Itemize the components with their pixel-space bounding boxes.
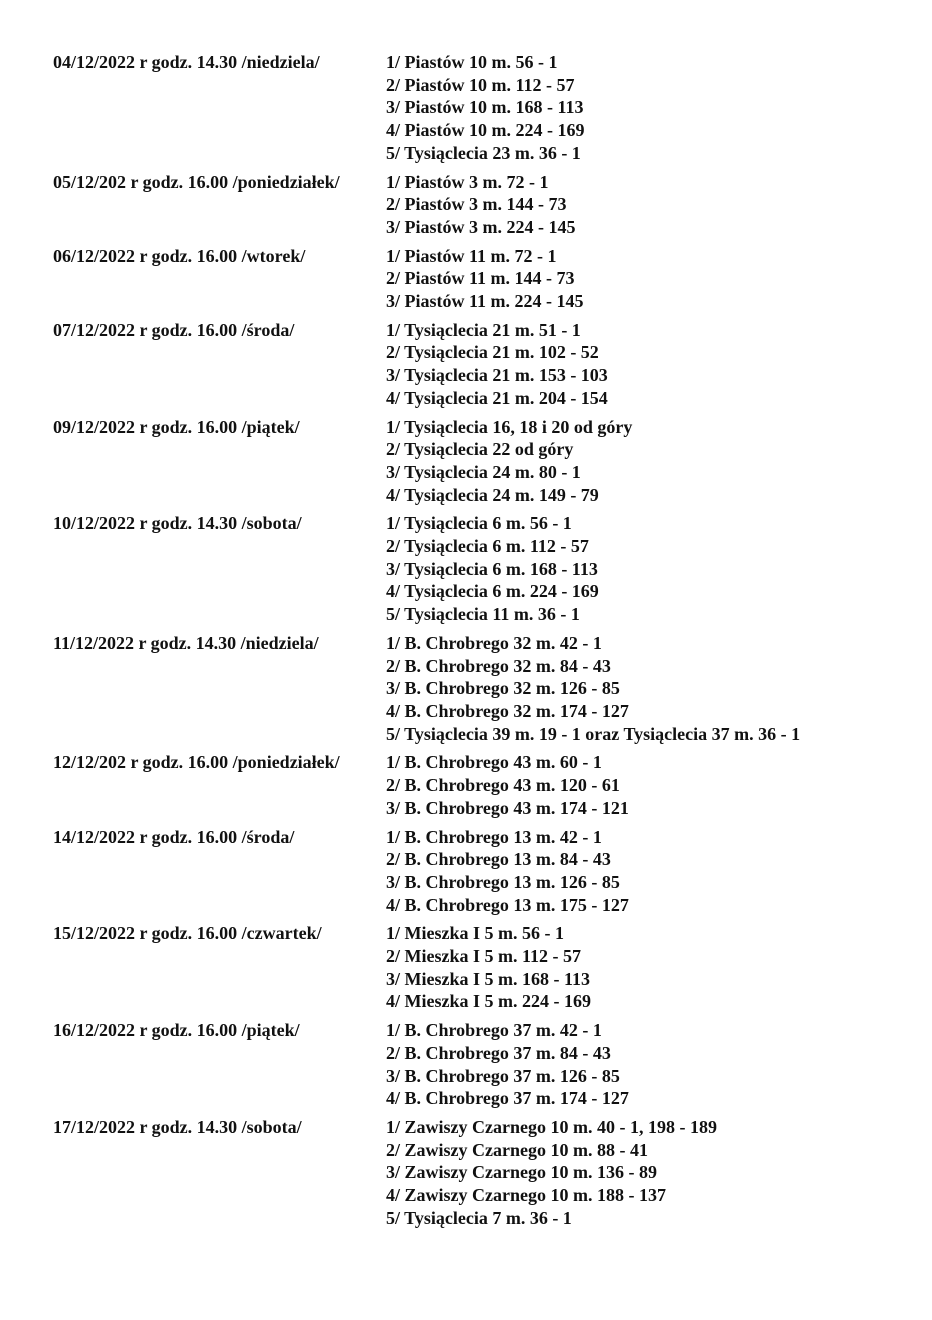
entry-date: 07/12/2022 r godz. 16.00 /środa/ xyxy=(53,319,295,340)
entry-item: 1/ Tysiąclecia 21 m. 51 - 1 xyxy=(386,319,581,340)
entry-item: 3/ Tysiąclecia 24 m. 80 - 1 xyxy=(386,461,581,482)
entry-item: 3/ Zawiszy Czarnego 10 m. 136 - 89 xyxy=(386,1162,657,1183)
entry-items xyxy=(386,1116,913,1230)
schedule-entry xyxy=(53,826,913,917)
entry-date: 05/12/202 r godz. 16.00 /poniedziałek/ xyxy=(53,171,340,192)
entry-items xyxy=(386,512,913,626)
schedule-entry xyxy=(53,512,913,626)
entry-item: 2/ Tysiąclecia 21 m. 102 - 52 xyxy=(386,342,599,363)
entry-items xyxy=(386,826,913,917)
schedule-entry xyxy=(53,1116,913,1230)
entry-item: 3/ Tysiąclecia 21 m. 153 - 103 xyxy=(386,365,608,386)
entry-item: 2/ Zawiszy Czarnego 10 m. 88 - 41 xyxy=(386,1139,648,1160)
schedule-entry xyxy=(53,416,913,507)
schedule-entry xyxy=(53,632,913,746)
entry-item: 2/ B. Chrobrego 32 m. 84 - 43 xyxy=(386,655,611,676)
entry-item: 1/ Tysiąclecia 6 m. 56 - 1 xyxy=(386,513,572,534)
entry-date: 16/12/2022 r godz. 16.00 /piątek/ xyxy=(53,1020,300,1041)
entry-item: 3/ B. Chrobrego 37 m. 126 - 85 xyxy=(386,1065,620,1086)
entry-item: 1/ Tysiąclecia 16, 18 i 20 od góry xyxy=(386,416,633,437)
entry-item: 2/ Piastów 3 m. 144 - 73 xyxy=(386,194,567,215)
schedule-entry xyxy=(53,51,913,165)
entry-items xyxy=(386,171,913,239)
entry-item: 4/ B. Chrobrego 13 m. 175 - 127 xyxy=(386,894,629,915)
entry-item: 4/ Zawiszy Czarnego 10 m. 188 - 137 xyxy=(386,1185,666,1206)
entry-date: 17/12/2022 r godz. 14.30 /sobota/ xyxy=(53,1116,302,1137)
entry-item: 3/ Tysiąclecia 6 m. 168 - 113 xyxy=(386,558,598,579)
entry-item: 3/ B. Chrobrego 32 m. 126 - 85 xyxy=(386,678,620,699)
entry-item: 5/ Tysiąclecia 11 m. 36 - 1 xyxy=(386,604,580,625)
entry-item: 1/ Piastów 10 m. 56 - 1 xyxy=(386,52,558,72)
entry-date: 14/12/2022 r godz. 16.00 /środa/ xyxy=(53,826,295,847)
entry-item: 5/ Tysiąclecia 23 m. 36 - 1 xyxy=(386,142,581,163)
schedule-entry xyxy=(53,245,913,313)
entry-item: 2/ Mieszka I 5 m. 112 - 57 xyxy=(386,946,581,967)
entry-item: 1/ B. Chrobrego 43 m. 60 - 1 xyxy=(386,752,602,773)
entry-items xyxy=(386,319,913,410)
entry-date: 12/12/202 r godz. 16.00 /poniedziałek/ xyxy=(53,752,340,773)
schedule-list xyxy=(53,51,913,1235)
entry-item: 4/ B. Chrobrego 32 m. 174 - 127 xyxy=(386,700,629,721)
entry-item: 2/ B. Chrobrego 37 m. 84 - 43 xyxy=(386,1042,611,1063)
entry-date: 15/12/2022 r godz. 16.00 /czwartek/ xyxy=(53,923,322,944)
entry-item: 5/ Tysiąclecia 39 m. 19 - 1 oraz Tysiąclecia 37 m. 36 - 1 xyxy=(386,723,801,744)
entry-items xyxy=(386,51,913,165)
entry-item: 3/ B. Chrobrego 43 m. 174 - 121 xyxy=(386,797,629,818)
entry-item: 2/ Piastów 11 m. 144 - 73 xyxy=(386,268,575,289)
schedule-entry xyxy=(53,319,913,410)
entry-item: 1/ Piastów 3 m. 72 - 1 xyxy=(386,171,549,192)
entry-date: 11/12/2022 r godz. 14.30 /niedziela/ xyxy=(53,632,319,653)
entry-item: 4/ Tysiąclecia 6 m. 224 - 169 xyxy=(386,581,599,602)
entry-item: 2/ B. Chrobrego 13 m. 84 - 43 xyxy=(386,849,611,870)
schedule-entry xyxy=(53,751,913,819)
entry-item: 4/ Tysiąclecia 24 m. 149 - 79 xyxy=(386,484,599,505)
entry-item: 2/ Tysiąclecia 22 od góry xyxy=(386,439,574,460)
schedule-entry xyxy=(53,922,913,1013)
schedule-entry xyxy=(53,1019,913,1110)
entry-item: 1/ B. Chrobrego 37 m. 42 - 1 xyxy=(386,1020,602,1041)
entry-item: 4/ Piastów 10 m. 224 - 169 xyxy=(386,120,585,141)
entry-item: 2/ Piastów 10 m. 112 - 57 xyxy=(386,74,575,95)
entry-items xyxy=(386,416,913,507)
entry-item: 4/ B. Chrobrego 37 m. 174 - 127 xyxy=(386,1088,629,1109)
schedule-entry xyxy=(53,171,913,239)
entry-item: 3/ Piastów 3 m. 224 - 145 xyxy=(386,216,576,237)
entry-item: 4/ Tysiąclecia 21 m. 204 - 154 xyxy=(386,387,608,408)
entry-items xyxy=(386,632,913,746)
entry-item: 2/ B. Chrobrego 43 m. 120 - 61 xyxy=(386,775,620,796)
entry-item: 1/ B. Chrobrego 32 m. 42 - 1 xyxy=(386,632,602,653)
entry-item: 2/ Tysiąclecia 6 m. 112 - 57 xyxy=(386,536,589,557)
entry-item: 3/ Piastów 10 m. 168 - 113 xyxy=(386,97,584,118)
entry-item: 3/ Mieszka I 5 m. 168 - 113 xyxy=(386,968,590,989)
entry-items xyxy=(386,1019,913,1110)
entry-date: 09/12/2022 r godz. 16.00 /piątek/ xyxy=(53,416,300,437)
entry-item: 1/ Mieszka I 5 m. 56 - 1 xyxy=(386,923,564,944)
entry-date: 04/12/2022 r godz. 14.30 /niedziela/ xyxy=(53,52,320,72)
entry-date: 10/12/2022 r godz. 14.30 /sobota/ xyxy=(53,513,302,534)
entry-items xyxy=(386,245,913,313)
entry-item: 5/ Tysiąclecia 7 m. 36 - 1 xyxy=(386,1207,572,1228)
entry-items xyxy=(386,751,913,819)
entry-items xyxy=(386,922,913,1013)
entry-item: 3/ B. Chrobrego 13 m. 126 - 85 xyxy=(386,871,620,892)
entry-item: 1/ Zawiszy Czarnego 10 m. 40 - 1, 198 - 189 xyxy=(386,1116,717,1137)
entry-item: 4/ Mieszka I 5 m. 224 - 169 xyxy=(386,991,591,1012)
entry-item: 1/ Piastów 11 m. 72 - 1 xyxy=(386,245,557,266)
entry-item: 3/ Piastów 11 m. 224 - 145 xyxy=(386,291,584,312)
entry-date: 06/12/2022 r godz. 16.00 /wtorek/ xyxy=(53,245,306,266)
entry-item: 1/ B. Chrobrego 13 m. 42 - 1 xyxy=(386,826,602,847)
